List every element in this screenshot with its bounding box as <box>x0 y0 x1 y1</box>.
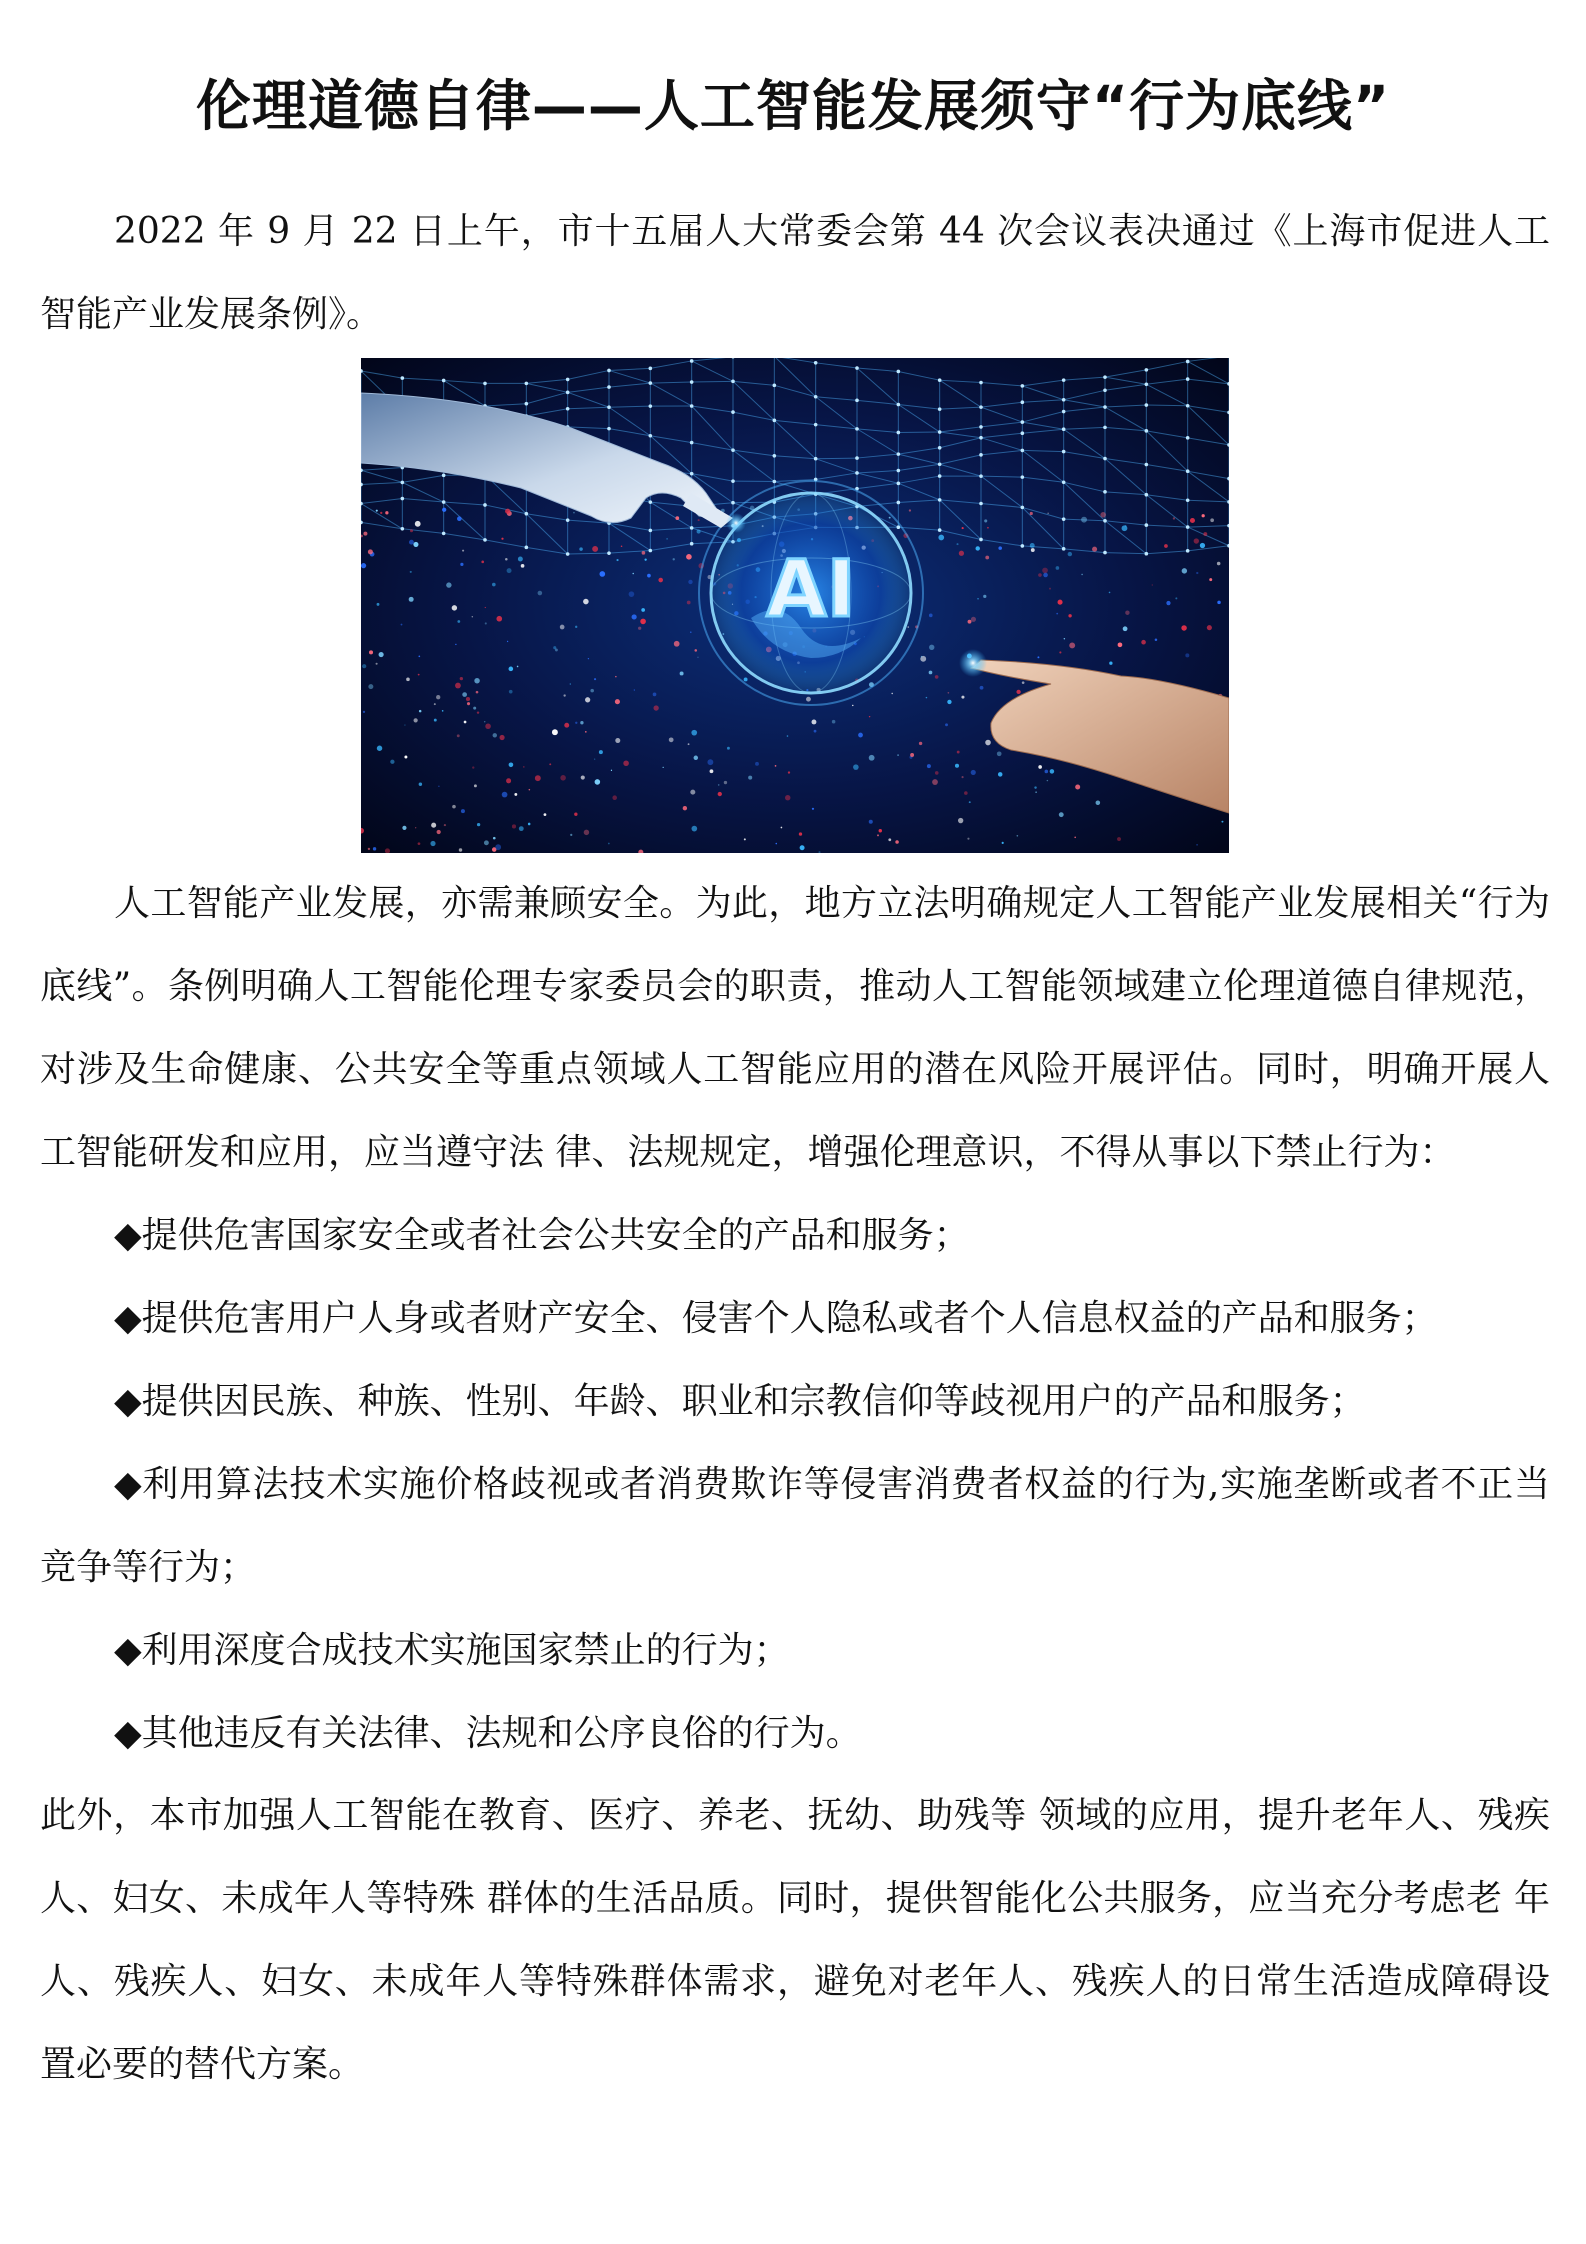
list-item: ◆利用深度合成技术实施国家禁止的行为； <box>114 1630 790 1671</box>
list-item: ◆利用算法技术实施价格歧视或者消费欺诈等侵害消费者权益的行为,实施垄断或者不正当竞争等行为； <box>40 1464 1550 1588</box>
document-title: 伦理道德自律——人工智能发展须守“行为底线” <box>195 74 1391 138</box>
list-item: ◆提供危害国家安全或者社会公共安全的产品和服务； <box>114 1215 970 1256</box>
ai-label: AI <box>766 545 856 635</box>
prohibited-acts-list <box>40 1194 1550 1775</box>
closing-paragraph: 此外，本市加强人工智能在教育、医疗、养老、抚幼、助残等 领域的应用，提升老年人、残疾人、妇女、未成年人等特殊 群体的生活品质。同时，提供智能化公共服务，应当充分考虑老 年人、残疾人、妇女、未成年人等特殊群体需求，避免对老年人、残疾人的日常生活造成障碍设置必要的替代方案。 <box>40 1795 1550 2085</box>
ai-illustration <box>361 358 1229 853</box>
list-item: ◆提供危害用户人身或者财产安全、侵害个人隐私或者个人信息权益的产品和服务； <box>114 1298 1438 1339</box>
intro-paragraph: 2022 年 9 月 22 日上午，市十五届人大常委会第 44 次会议表决通过《上海市促进人工智能产业发展条例》。 <box>40 211 1550 335</box>
ai-robot-human-hand-illustration-icon <box>361 358 1229 853</box>
list-item: ◆提供因民族、种族、性别、年龄、职业和宗教信仰等歧视用户的产品和服务； <box>114 1381 1366 1422</box>
list-item: ◆其他违反有关法律、法规和公序良俗的行为。 <box>114 1713 862 1754</box>
body-paragraph: 人工智能产业发展，亦需兼顾安全。为此，地方立法明确规定人工智能产业发展相关“行为底线”。条例明确人工智能伦理专家委员会的职责，推动人工智能领域建立伦理道德自律规范，对涉及生命健康、公共安全等重点领域人工智能应用的潜在风险开展评估。同时，明确开展人工智能研发和应用，应当遵守法 律、法规规定，增强伦理意识，不得从事以下禁止行为： <box>40 883 1550 1173</box>
